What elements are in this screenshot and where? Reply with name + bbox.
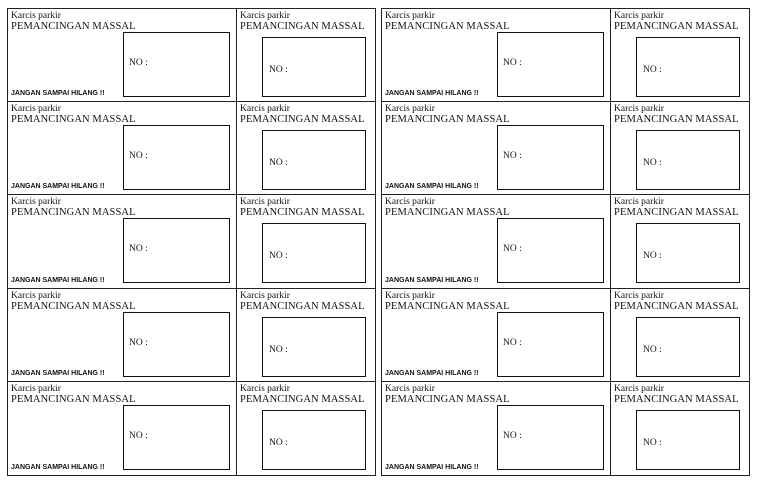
- ticket-stub-number-label: NO :: [269, 158, 288, 169]
- ticket-stub-title: PEMANCINGAN MASSAL: [614, 207, 739, 219]
- ticket-label-small: Karcis parkir: [11, 11, 61, 21]
- ticket-stub: [237, 382, 375, 475]
- ticket-number-box: [497, 125, 604, 190]
- ticket-sheet-right: [381, 8, 750, 476]
- ticket-number-label: NO :: [129, 430, 148, 441]
- ticket-number-box: [123, 218, 230, 283]
- ticket-stub-label-small: Karcis parkir: [240, 197, 290, 208]
- ticket-stub-title: PEMANCINGAN MASSAL: [240, 207, 365, 219]
- ticket-number-label: NO :: [129, 58, 148, 68]
- ticket-number-label: NO :: [129, 337, 148, 348]
- ticket-stub-number-label: NO :: [643, 158, 662, 169]
- ticket-warning: JANGAN SAMPAI HILANG !!: [385, 90, 479, 98]
- ticket-number-box: [497, 32, 604, 97]
- ticket-title: PEMANCINGAN MASSAL: [11, 21, 136, 32]
- ticket-number-box: [123, 32, 230, 97]
- ticket-stub-label-small: Karcis parkir: [614, 11, 664, 21]
- ticket-stub-number-label: NO :: [643, 65, 662, 75]
- ticket-label-small: Karcis parkir: [11, 197, 61, 208]
- ticket-main: [382, 195, 611, 288]
- ticket-number-box: [123, 125, 230, 190]
- ticket-stub: [611, 9, 749, 102]
- ticket-warning: JANGAN SAMPAI HILANG !!: [11, 276, 105, 284]
- ticket-stub-number-label: NO :: [643, 251, 662, 262]
- ticket-stub: [237, 195, 375, 288]
- ticket-stub-title: PEMANCINGAN MASSAL: [614, 114, 739, 126]
- ticket-number-box: [497, 218, 604, 283]
- ticket-title: PEMANCINGAN MASSAL: [385, 300, 510, 312]
- ticket-main: [382, 382, 611, 475]
- ticket-stub-title: PEMANCINGAN MASSAL: [614, 21, 739, 32]
- ticket-warning: JANGAN SAMPAI HILANG !!: [385, 369, 479, 377]
- ticket-main: [382, 102, 611, 195]
- ticket-main: [8, 9, 237, 102]
- ticket-warning: JANGAN SAMPAI HILANG !!: [385, 463, 479, 471]
- ticket-stub-title: PEMANCINGAN MASSAL: [240, 21, 365, 32]
- ticket-main: [8, 102, 237, 195]
- ticket-stub-number-box: [262, 410, 366, 470]
- ticket-stub-title: PEMANCINGAN MASSAL: [614, 300, 739, 312]
- ticket-stub-number-box: [636, 317, 740, 377]
- ticket-label-small: Karcis parkir: [11, 383, 61, 394]
- ticket-stub-label-small: Karcis parkir: [240, 11, 290, 21]
- ticket-label-small: Karcis parkir: [385, 290, 435, 301]
- ticket-number-label: NO :: [129, 151, 148, 162]
- ticket-label-small: Karcis parkir: [11, 290, 61, 301]
- ticket-stub-title: PEMANCINGAN MASSAL: [240, 300, 365, 312]
- ticket-warning: JANGAN SAMPAI HILANG !!: [385, 183, 479, 191]
- ticket-stub: [237, 289, 375, 382]
- ticket-title: PEMANCINGAN MASSAL: [11, 300, 136, 312]
- ticket-stub-title: PEMANCINGAN MASSAL: [240, 114, 365, 126]
- ticket-stub: [611, 382, 749, 475]
- ticket-label-small: Karcis parkir: [385, 197, 435, 208]
- ticket-stub-number-box: [636, 223, 740, 283]
- ticket-main: [8, 195, 237, 288]
- ticket-number-label: NO :: [129, 244, 148, 255]
- ticket-number-label: NO :: [503, 430, 522, 441]
- ticket-main: [382, 9, 611, 102]
- ticket-stub-number-box: [262, 317, 366, 377]
- ticket-number-box: [497, 405, 604, 470]
- ticket-stub-number-label: NO :: [269, 251, 288, 262]
- ticket-stub-label-small: Karcis parkir: [240, 383, 290, 394]
- ticket-stub-label-small: Karcis parkir: [240, 290, 290, 301]
- ticket-title: PEMANCINGAN MASSAL: [11, 114, 136, 126]
- ticket-stub-number-box: [262, 37, 366, 97]
- ticket-sheet-left: [7, 8, 376, 476]
- ticket-stub-number-box: [636, 130, 740, 190]
- ticket-stub-number-label: NO :: [643, 437, 662, 448]
- ticket-label-small: Karcis parkir: [385, 104, 435, 115]
- ticket-label-small: Karcis parkir: [385, 11, 435, 21]
- ticket-stub-number-label: NO :: [269, 437, 288, 448]
- ticket-warning: JANGAN SAMPAI HILANG !!: [385, 276, 479, 284]
- ticket-stub-label-small: Karcis parkir: [614, 197, 664, 208]
- ticket-stub-number-box: [636, 37, 740, 97]
- ticket-stub-number-label: NO :: [269, 65, 288, 75]
- ticket-stub: [611, 102, 749, 195]
- ticket-warning: JANGAN SAMPAI HILANG !!: [11, 369, 105, 377]
- ticket-number-label: NO :: [503, 337, 522, 348]
- ticket-main: [8, 382, 237, 475]
- ticket-stub-title: PEMANCINGAN MASSAL: [614, 393, 739, 405]
- ticket-number-box: [123, 405, 230, 470]
- ticket-stub-number-box: [262, 223, 366, 283]
- ticket-stub-label-small: Karcis parkir: [614, 104, 664, 115]
- ticket-stub: [237, 102, 375, 195]
- ticket-title: PEMANCINGAN MASSAL: [385, 21, 510, 32]
- ticket-number-label: NO :: [503, 58, 522, 68]
- ticket-title: PEMANCINGAN MASSAL: [11, 207, 136, 219]
- ticket-stub-label-small: Karcis parkir: [614, 290, 664, 301]
- ticket-number-label: NO :: [503, 244, 522, 255]
- ticket-stub-number-label: NO :: [269, 344, 288, 355]
- ticket-stub-number-label: NO :: [643, 344, 662, 355]
- ticket-warning: JANGAN SAMPAI HILANG !!: [11, 90, 105, 98]
- ticket-title: PEMANCINGAN MASSAL: [11, 393, 136, 405]
- ticket-stub-title: PEMANCINGAN MASSAL: [240, 393, 365, 405]
- ticket-warning: JANGAN SAMPAI HILANG !!: [11, 463, 105, 471]
- ticket-stub-label-small: Karcis parkir: [240, 104, 290, 115]
- ticket-number-label: NO :: [503, 151, 522, 162]
- ticket-stub: [611, 195, 749, 288]
- ticket-main: [8, 289, 237, 382]
- ticket-warning: JANGAN SAMPAI HILANG !!: [11, 183, 105, 191]
- ticket-stub-number-box: [636, 410, 740, 470]
- ticket-number-box: [123, 312, 230, 377]
- ticket-stub: [237, 9, 375, 102]
- ticket-stub: [611, 289, 749, 382]
- ticket-label-small: Karcis parkir: [385, 383, 435, 394]
- ticket-number-box: [497, 312, 604, 377]
- ticket-label-small: Karcis parkir: [11, 104, 61, 115]
- ticket-title: PEMANCINGAN MASSAL: [385, 207, 510, 219]
- ticket-title: PEMANCINGAN MASSAL: [385, 393, 510, 405]
- ticket-stub-label-small: Karcis parkir: [614, 383, 664, 394]
- ticket-title: PEMANCINGAN MASSAL: [385, 114, 510, 126]
- ticket-stub-number-box: [262, 130, 366, 190]
- ticket-main: [382, 289, 611, 382]
